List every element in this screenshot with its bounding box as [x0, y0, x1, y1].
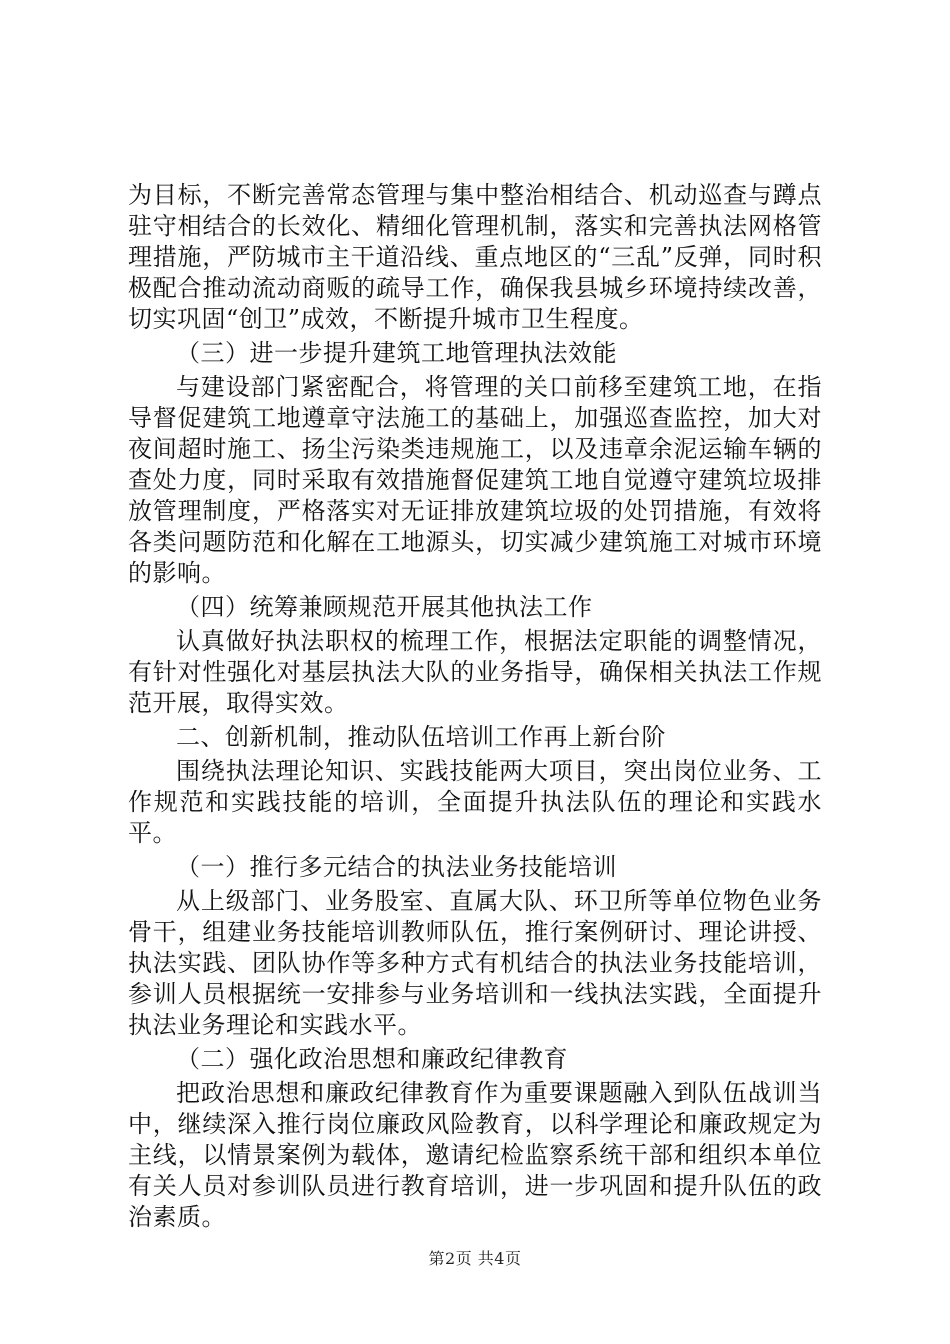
paragraph-text: 为目标，不断完善常态管理与集中整治相结合、机动巡查与蹲点驻守相结合的长效化、精细化管理机制，落实和完善执法网格管理措施，严防城市主干道沿线、重点地区的“三乱”反弹，同时积极配合推动流动商贩的疏导工作，确保我县城乡环境持续改善，切实巩固“创卫”成效，不断提升城市卫生程度。: [128, 181, 822, 333]
section-heading: （一）推行多元结合的执法业务技能培训: [176, 853, 617, 881]
paragraph-text: 与建设部门紧密配合，将管理的关口前移至建筑工地，在指导督促建筑工地遵章守法施工的基础上，加强巡查监控，加大对夜间超时施工、扬尘污染类违规施工，以及违章余泥运输车辆的查处力度，同时采取有效措施督促建筑工地自觉遵守建筑垃圾排放管理制度，严格落实对无证排放建筑垃圾的处罚措施，有效将各类问题防范和化解在工地源头，切实减少建筑施工对城市环境的影响。: [128, 373, 822, 587]
paragraph-text: 把政治思想和廉政纪律教育作为重要课题融入到队伍战训当中，继续深入推行岗位廉政风险教育，以科学理论和廉政规定为主线，以情景案例为载体，邀请纪检监察系统干部和组织本单位有关人员对参训队员进行教育培训，进一步巩固和提升队伍的政治素质。: [128, 1079, 822, 1231]
document-body: [128, 180, 822, 1236]
section-heading: 二、创新机制，推动队伍培训工作再上新台阶: [176, 723, 666, 751]
paragraph-text: 认真做好执法职权的梳理工作，根据法定职能的调整情况，有针对性强化对基层执法大队的业务指导，确保相关执法工作规范开展，取得实效。: [128, 627, 822, 717]
section-heading: （三）进一步提升建筑工地管理执法效能: [176, 339, 617, 367]
page-number-footer: 第2页 共4页: [428, 1249, 522, 1268]
paragraph-text: 围绕执法理论知识、实践技能两大项目，突出岗位业务、工作规范和实践技能的培训，全面提升执法队伍的理论和实践水平。: [128, 757, 822, 847]
section-heading: （二）强化政治思想和廉政纪律教育: [176, 1045, 568, 1073]
paragraph-text: 从上级部门、业务股室、直属大队、环卫所等单位物色业务骨干，组建业务技能培训教师队伍，推行案例研讨、理论讲授、执法实践、团队协作等多种方式有机结合的执法业务技能培训，参训人员根据统一安排参与业务培训和一线执法实践，全面提升执法业务理论和实践水平。: [128, 887, 822, 1039]
section-heading: （四）统筹兼顾规范开展其他执法工作: [176, 593, 593, 621]
